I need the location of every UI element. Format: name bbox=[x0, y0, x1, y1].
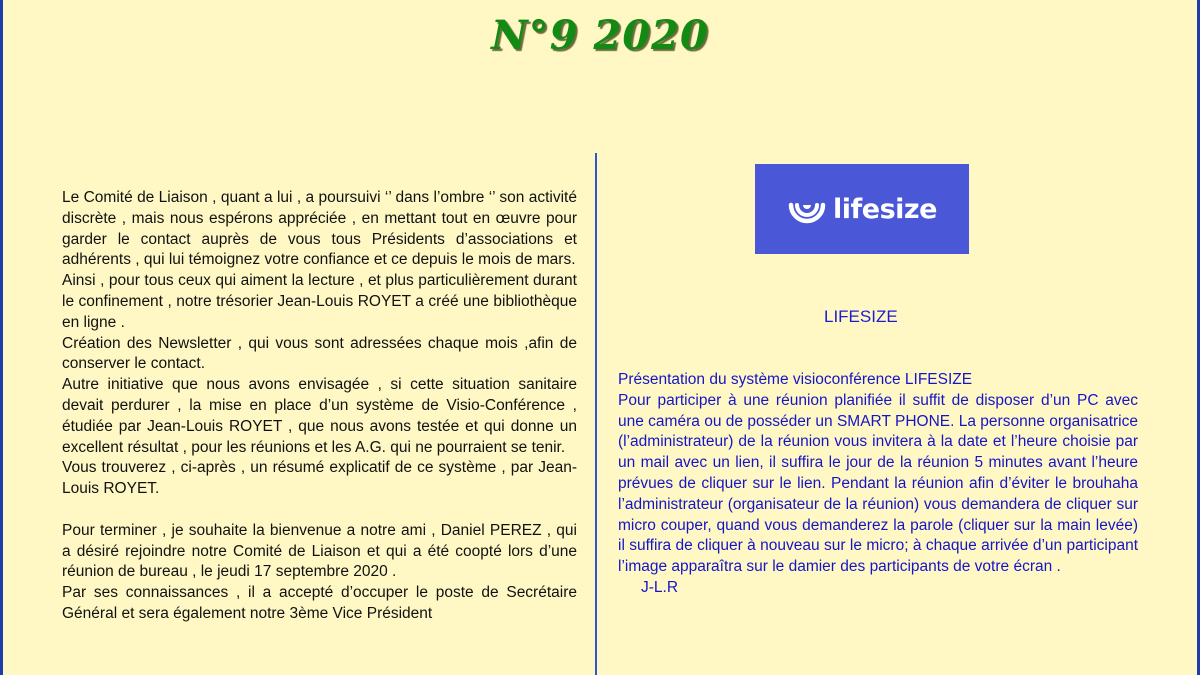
article-heading: Présentation du système visioconférence LIFESIZE bbox=[618, 371, 973, 388]
left-article bbox=[62, 188, 577, 625]
page-title: N°9 2020 bbox=[491, 12, 709, 59]
right-article bbox=[618, 370, 1138, 599]
column-divider bbox=[595, 153, 597, 675]
paragraph-visio: Autre initiative que nous avons envisagée , si cette situation sanitaire devait perdurer , la mise en place d’un système de Visio-Conférence , étudiée par Jean-Louis ROYET , que nous avons testée et qui donne un excellent résultat , pour les réunions et les A.G. qui ne pourraient se tenir. bbox=[62, 376, 577, 456]
paragraph-library: Ainsi , pour tous ceux qui aiment la lecture , et plus particulièrement durant le confinement , notre trésorier Jean-Louis ROYET a créé une bibliothèque en ligne . bbox=[62, 272, 577, 331]
paragraph-secretary: Par ses connaissances , il a accepté d’occuper le poste de Secrétaire Général et sera également notre 3ème Vice Président bbox=[62, 584, 577, 622]
lifesize-logo-text: lifesize bbox=[833, 193, 937, 225]
paragraph-welcome: Pour terminer , je souhaite la bienvenue a notre ami , Daniel PEREZ , qui a désiré rejoindre notre Comité de Liaison et qui a été coopté lors d’une réunion de bureau , le jeudi 17 septembre 2020 . bbox=[62, 521, 577, 581]
page-frame-left bbox=[0, 0, 3, 675]
lifesize-logo-icon bbox=[787, 191, 827, 227]
paragraph-spacer bbox=[62, 500, 577, 521]
paragraph-intro: Le Comité de Liaison , quant a lui , a poursuivi ‘’ dans l’ombre ‘’ son activité discrète , mais nous espérons appréciée , en mettant tout en œuvre pour garder le contact auprès de vous tous Présidents d’associations et adhérents , qui lui témoignez votre confiance et ce depuis le mois de mars. bbox=[62, 189, 577, 269]
paragraph-newsletter: Création des Newsletter , qui vous sont adressées chaque mois ,afin de conserver le contact. bbox=[62, 334, 577, 373]
article-body: Pour participer à une réunion planifiée il suffit de disposer d’un PC avec une caméra ou de posséder un SMART PHONE. La personne organisatrice (l’administrateur) de la réunion vous invitera à la date et l’heure choisie par un mail avec un lien, il suffira le jour de la réunion 5 minutes avant l’heure prévues de cliquer sur le lien. Pendant la réunion afin d’éviter le brouhaha l’administrateur (organisateur de la réunion) vous demandera de cliquer sur micro couper, quand vous demanderez la parole (cliquer sur la main levée) il suffira de cliquer à nouveau sur le micro; à chaque arrivée d’un participant l’image apparaîtra sur le damier des participants de votre écran . bbox=[618, 391, 1138, 576]
lifesize-logo bbox=[755, 164, 969, 254]
article-signature: J-L.R bbox=[641, 578, 679, 596]
paragraph-summary: Vous trouverez , ci-après , un résumé explicatif de ce système , par Jean-Louis ROYET. bbox=[62, 459, 577, 498]
logo-caption: LIFESIZE bbox=[824, 307, 898, 326]
